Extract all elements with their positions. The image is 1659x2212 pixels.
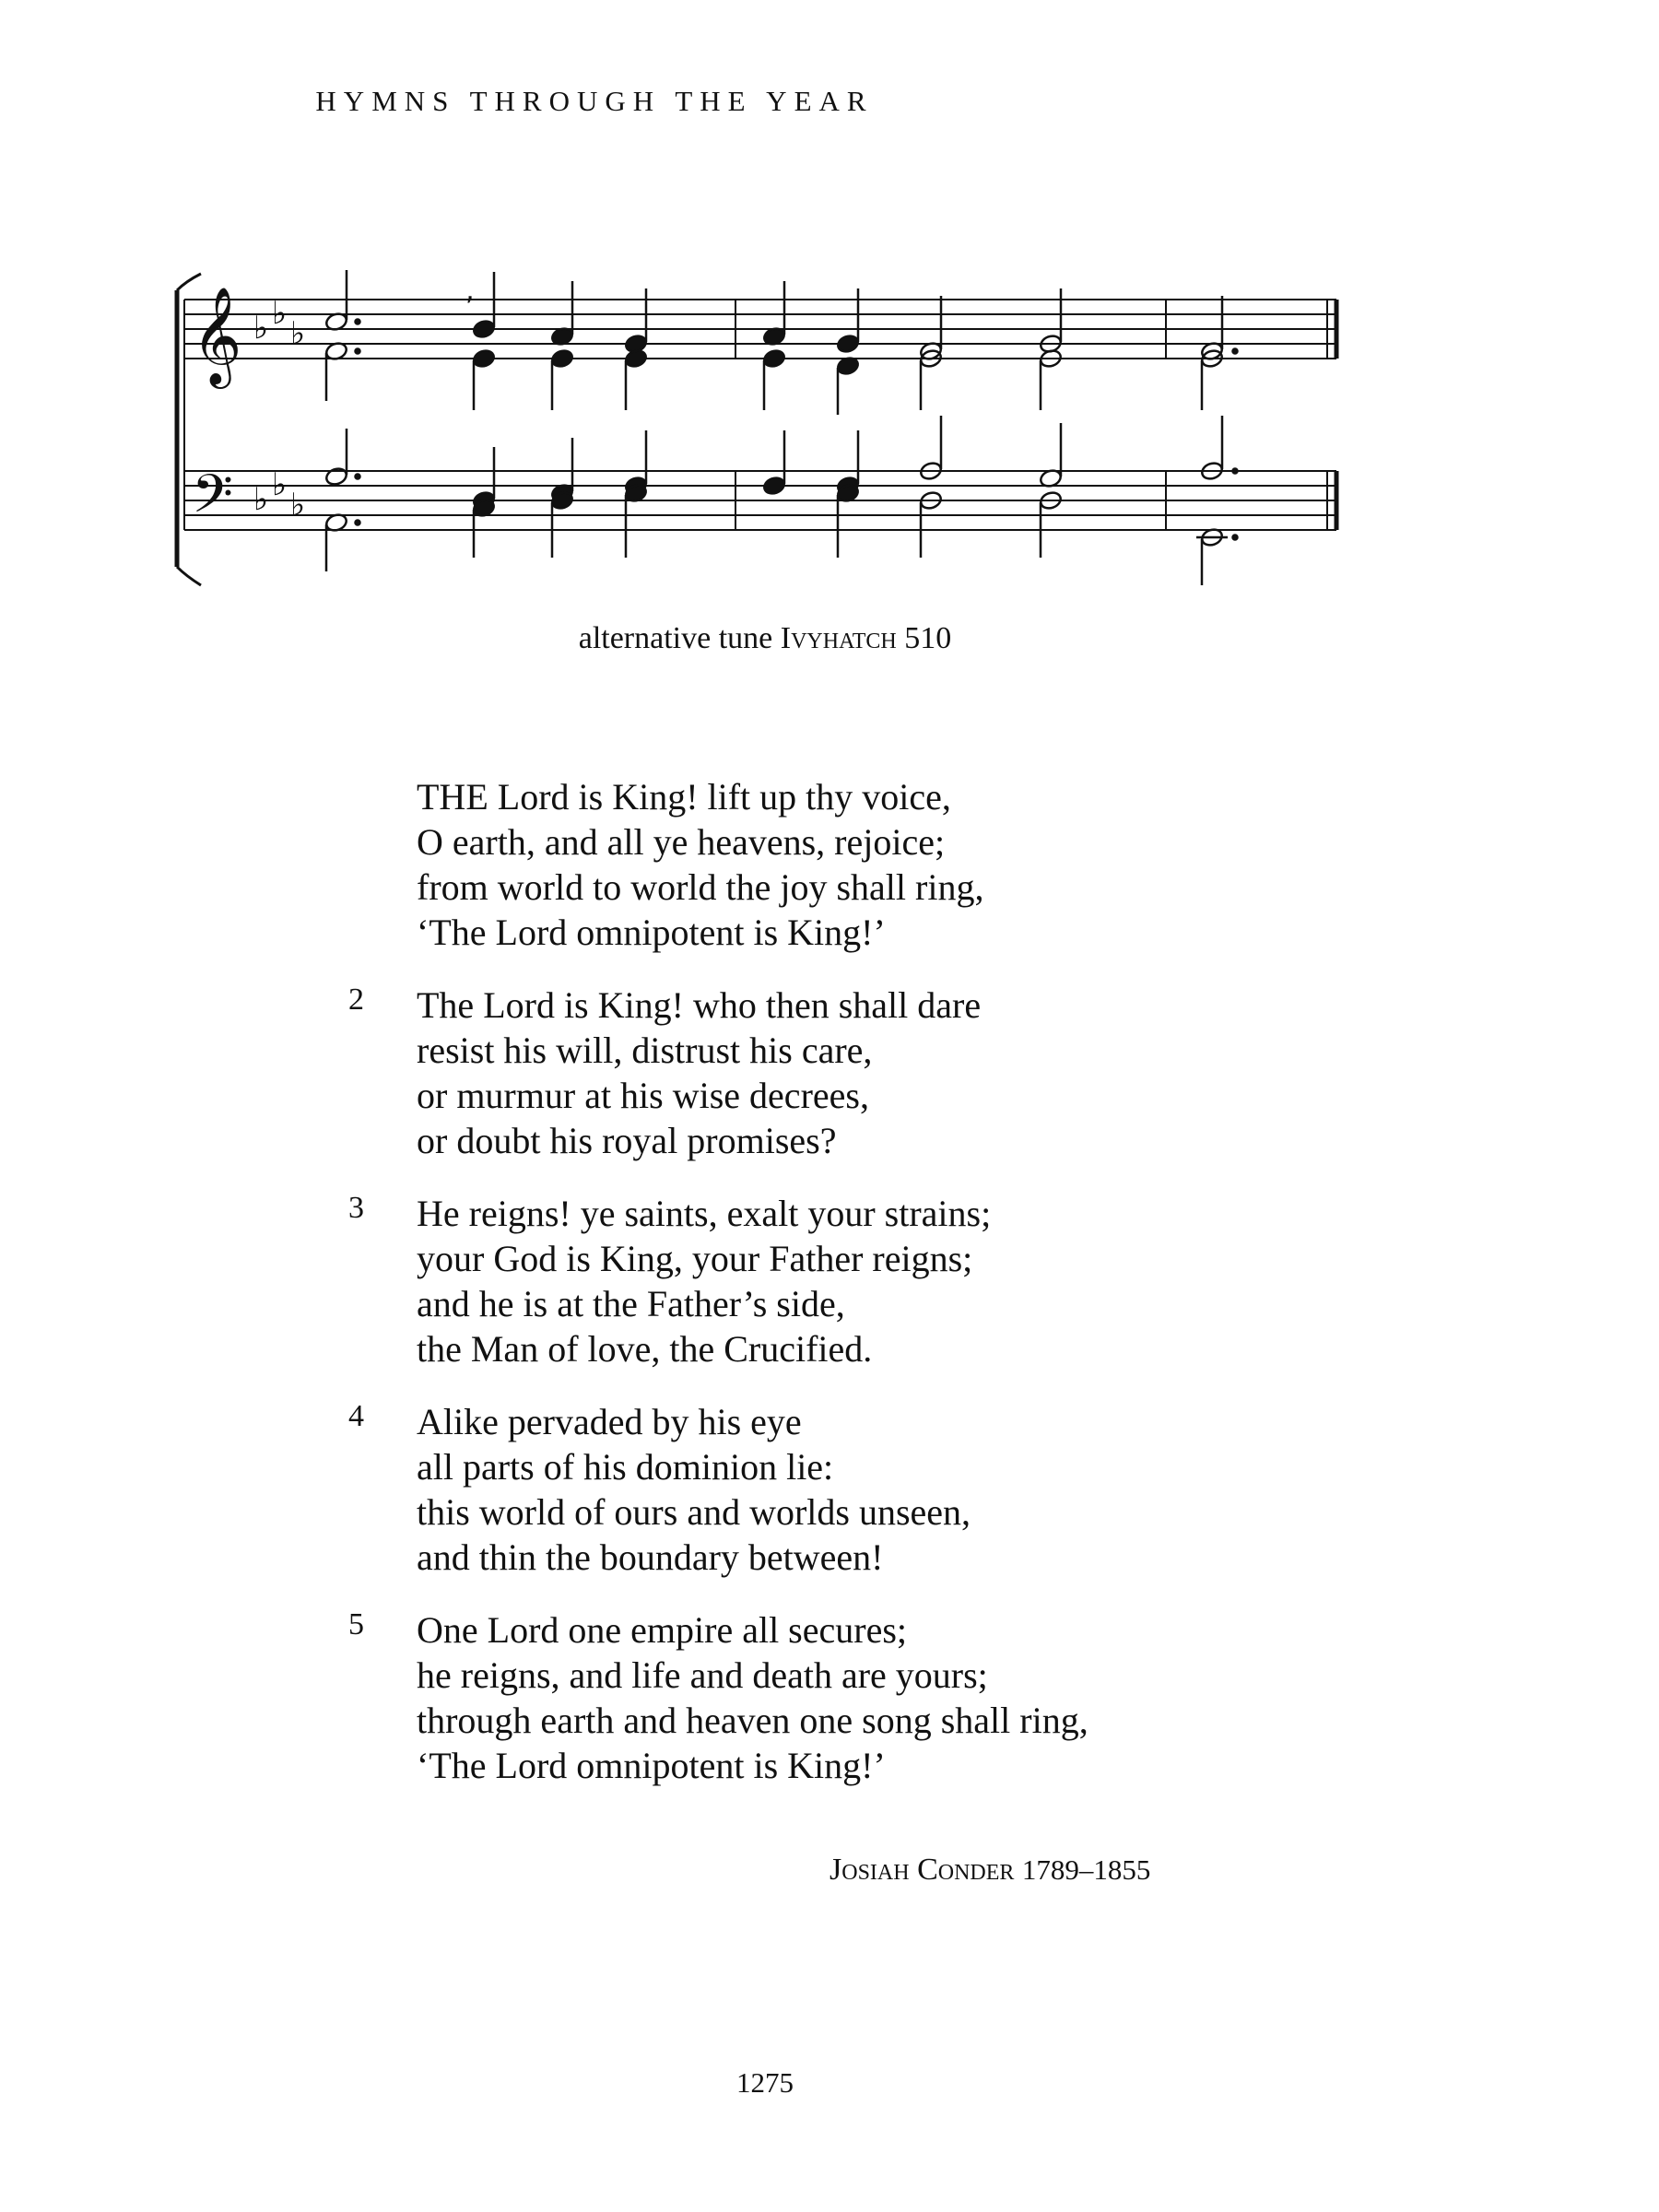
verse-number: 3 bbox=[348, 1191, 364, 1225]
verse-line: ‘The Lord omnipotent is King!’ bbox=[417, 1745, 886, 1786]
verse-5 bbox=[350, 1607, 1364, 1788]
svg-text:♭: ♭ bbox=[272, 466, 288, 503]
verse-number: 5 bbox=[348, 1607, 364, 1641]
svg-text:♭: ♭ bbox=[253, 310, 269, 347]
music-score bbox=[166, 263, 1364, 594]
verse-line: One Lord one empire all secures; bbox=[417, 1609, 908, 1651]
verse-line: The Lord is King! who then shall dare bbox=[417, 984, 982, 1026]
verse-line: Alike pervaded by his eye bbox=[417, 1401, 802, 1442]
svg-text:♭: ♭ bbox=[290, 487, 306, 524]
verse-3 bbox=[350, 1191, 1364, 1371]
verse-line: or doubt his royal promises? bbox=[417, 1120, 837, 1161]
alt-tune-number: 510 bbox=[904, 621, 952, 655]
svg-text:𝄞: 𝄞 bbox=[192, 286, 242, 384]
running-head: HYMNS THROUGH THE YEAR bbox=[315, 85, 874, 117]
verse-line: from world to world the joy shall ring, bbox=[417, 866, 984, 908]
alt-tune-prefix: alternative tune bbox=[578, 621, 773, 655]
hymn-verses bbox=[350, 774, 1364, 1816]
author-name: Josiah Conder bbox=[830, 1853, 1015, 1887]
verse-line: and thin the boundary between! bbox=[417, 1536, 884, 1578]
author-dates: 1789–1855 bbox=[1021, 1853, 1151, 1886]
verse-2 bbox=[350, 982, 1364, 1163]
alt-tune-name: Ivyhatch bbox=[780, 621, 897, 655]
verse-1 bbox=[350, 774, 1364, 955]
svg-text:♭: ♭ bbox=[272, 295, 288, 332]
svg-text:♭: ♭ bbox=[253, 481, 269, 518]
verse-number: 4 bbox=[348, 1399, 364, 1433]
verse-line: your God is King, your Father reigns; bbox=[417, 1238, 973, 1279]
verse-line: or murmur at his wise decrees, bbox=[417, 1075, 869, 1116]
verse-4 bbox=[350, 1399, 1364, 1580]
verse-line: all parts of his dominion lie: bbox=[417, 1446, 834, 1488]
svg-text:,: , bbox=[465, 275, 475, 307]
verse-line: O earth, and all ye heavens, rejoice; bbox=[417, 821, 946, 863]
verse-line: He reigns! ye saints, exalt your strains; bbox=[417, 1193, 992, 1234]
verse-number: 2 bbox=[348, 982, 364, 1017]
verse-line: through earth and heaven one song shall ring, bbox=[417, 1700, 1088, 1741]
verse-line: and he is at the Father’s side, bbox=[417, 1283, 845, 1324]
verse-line: the Man of love, the Crucified. bbox=[417, 1328, 873, 1370]
verse-line: ‘The Lord omnipotent is King!’ bbox=[417, 912, 886, 953]
verse-line: he reigns, and life and death are yours; bbox=[417, 1654, 988, 1696]
svg-text:♭: ♭ bbox=[290, 315, 306, 352]
author-credit bbox=[830, 1853, 1150, 1888]
svg-text:𝄢: 𝄢 bbox=[192, 463, 234, 538]
page-number: 1275 bbox=[736, 2066, 794, 2099]
verse-line: resist his will, distrust his care, bbox=[417, 1030, 873, 1071]
verse-line: this world of ours and worlds unseen, bbox=[417, 1491, 971, 1533]
alternative-tune-note bbox=[0, 621, 1594, 656]
verse-line: THE Lord is King! lift up thy voice, bbox=[417, 776, 951, 818]
